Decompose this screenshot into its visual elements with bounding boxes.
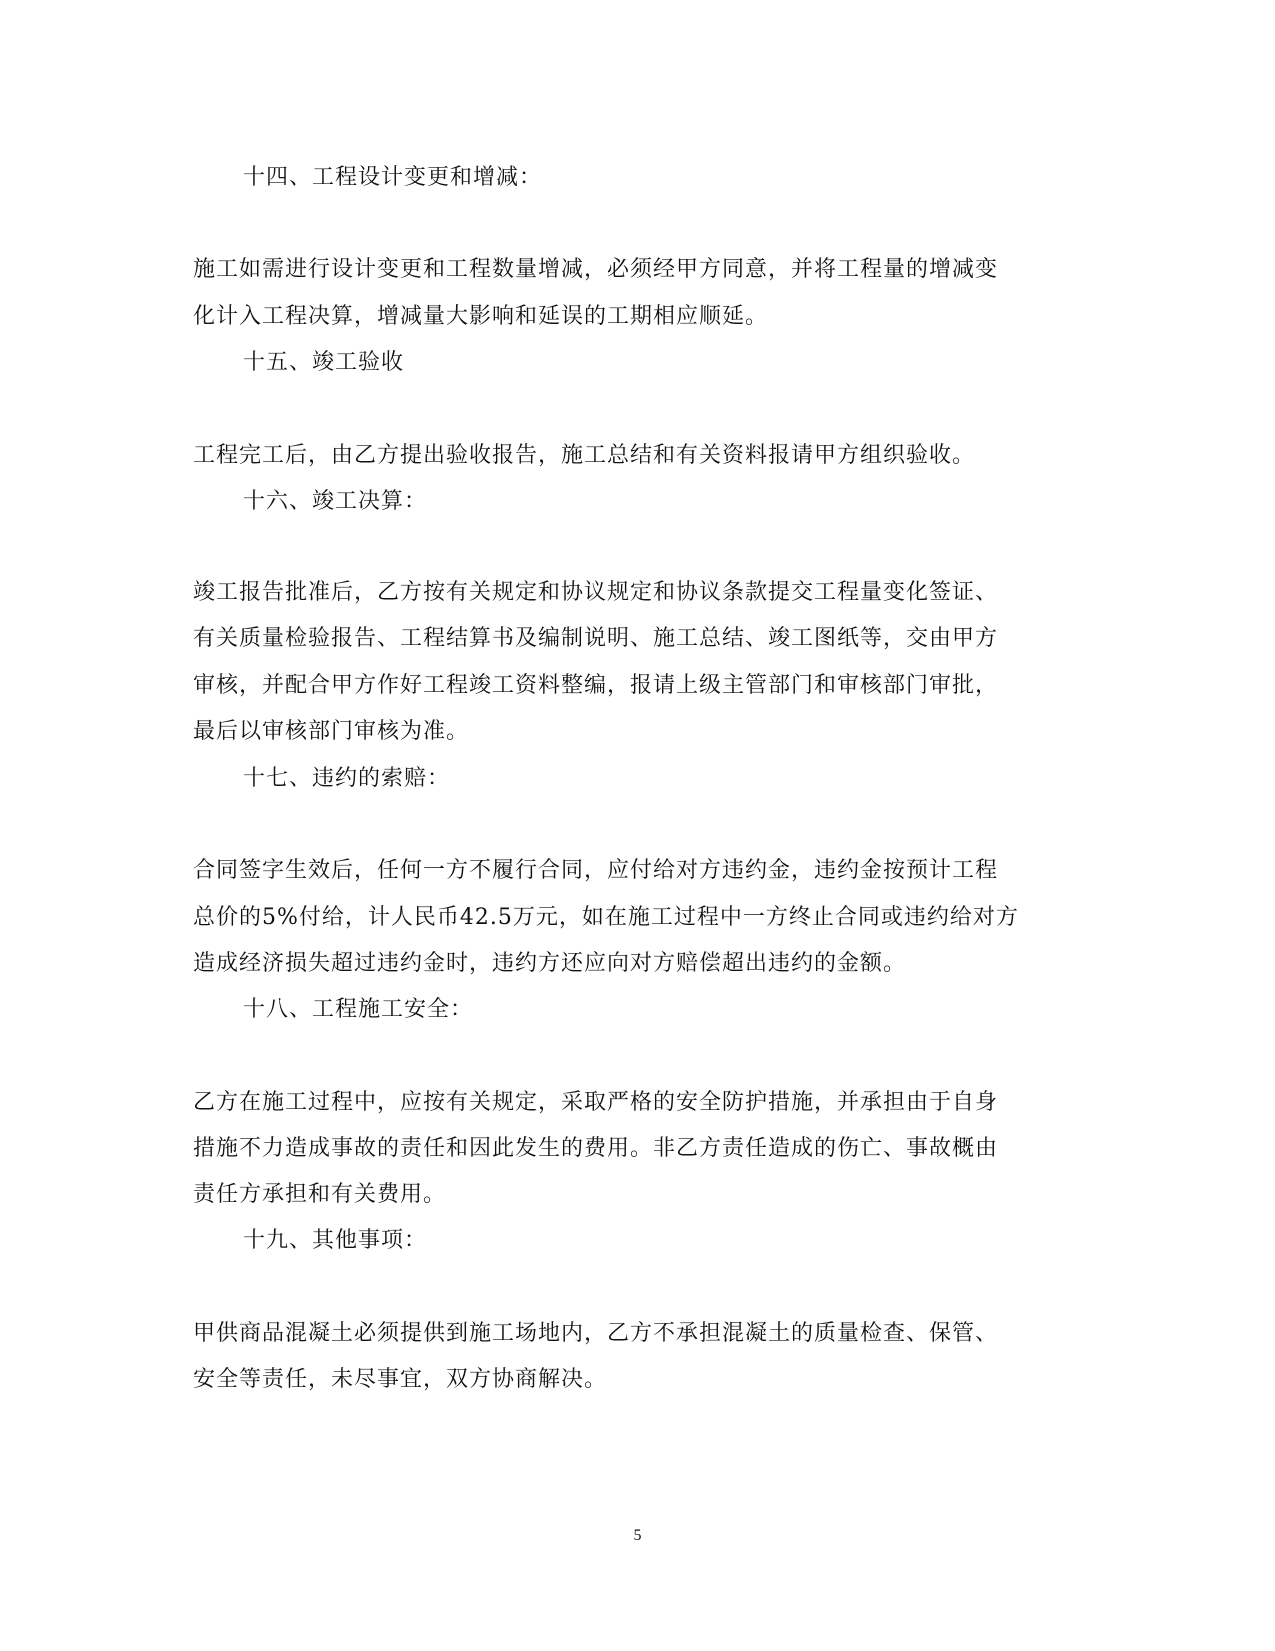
section-16-line-1: 竣工报告批准后，乙方按有关规定和协议规定和协议条款提交工程量变化签证、 [193, 580, 999, 605]
section-17-line-1: 合同签字生效后，任何一方不履行合同，应付给对方违约金，违约金按预计工程 [193, 858, 999, 883]
section-17-heading: 十七、违约的索赔： [243, 766, 451, 791]
section-19-line-1: 甲供商品混凝土必须提供到施工场地内，乙方不承担混凝土的质量检查、保管、 [193, 1321, 999, 1346]
section-14-heading: 十四、工程设计变更和增减： [243, 165, 543, 190]
section-18-line-2: 措施不力造成事故的责任和因此发生的费用。非乙方责任造成的伤亡、事故概由 [193, 1136, 999, 1161]
section-14-line-2: 化计入工程决算，增减量大影响和延误的工期相应顺延。 [193, 304, 769, 329]
section-17-line-3: 造成经济损失超过违约金时，违约方还应向对方赔偿超出违约的金额。 [193, 951, 907, 976]
section-19-heading: 十九、其他事项： [243, 1228, 428, 1253]
section-18-heading: 十八、工程施工安全： [243, 997, 474, 1022]
section-18-line-3: 责任方承担和有关费用。 [193, 1182, 447, 1207]
section-16-line-4: 最后以审核部门审核为准。 [193, 719, 470, 744]
section-15-heading: 十五、竣工验收 [243, 350, 405, 375]
section-16-line-3: 审核，并配合甲方作好工程竣工资料整编，报请上级主管部门和审核部门审批， [193, 673, 999, 698]
section-16-line-2: 有关质量检验报告、工程结算书及编制说明、施工总结、竣工图纸等，交由甲方 [193, 626, 999, 651]
page-number: 5 [633, 1527, 642, 1544]
section-17-line-2: 总价的5%付给，计人民币42.5万元，如在施工过程中一方终止合同或违约给对方 [193, 905, 1019, 930]
section-19-line-2: 安全等责任，未尽事宜，双方协商解决。 [193, 1367, 608, 1392]
section-16-heading: 十六、竣工决算： [243, 489, 428, 514]
section-14-line-1: 施工如需进行设计变更和工程数量增减，必须经甲方同意，并将工程量的增减变 [193, 257, 999, 282]
section-18-line-1: 乙方在施工过程中，应按有关规定，采取严格的安全防护措施，并承担由于自身 [193, 1090, 999, 1115]
section-15-line-1: 工程完工后，由乙方提出验收报告，施工总结和有关资料报请甲方组织验收。 [193, 443, 976, 468]
